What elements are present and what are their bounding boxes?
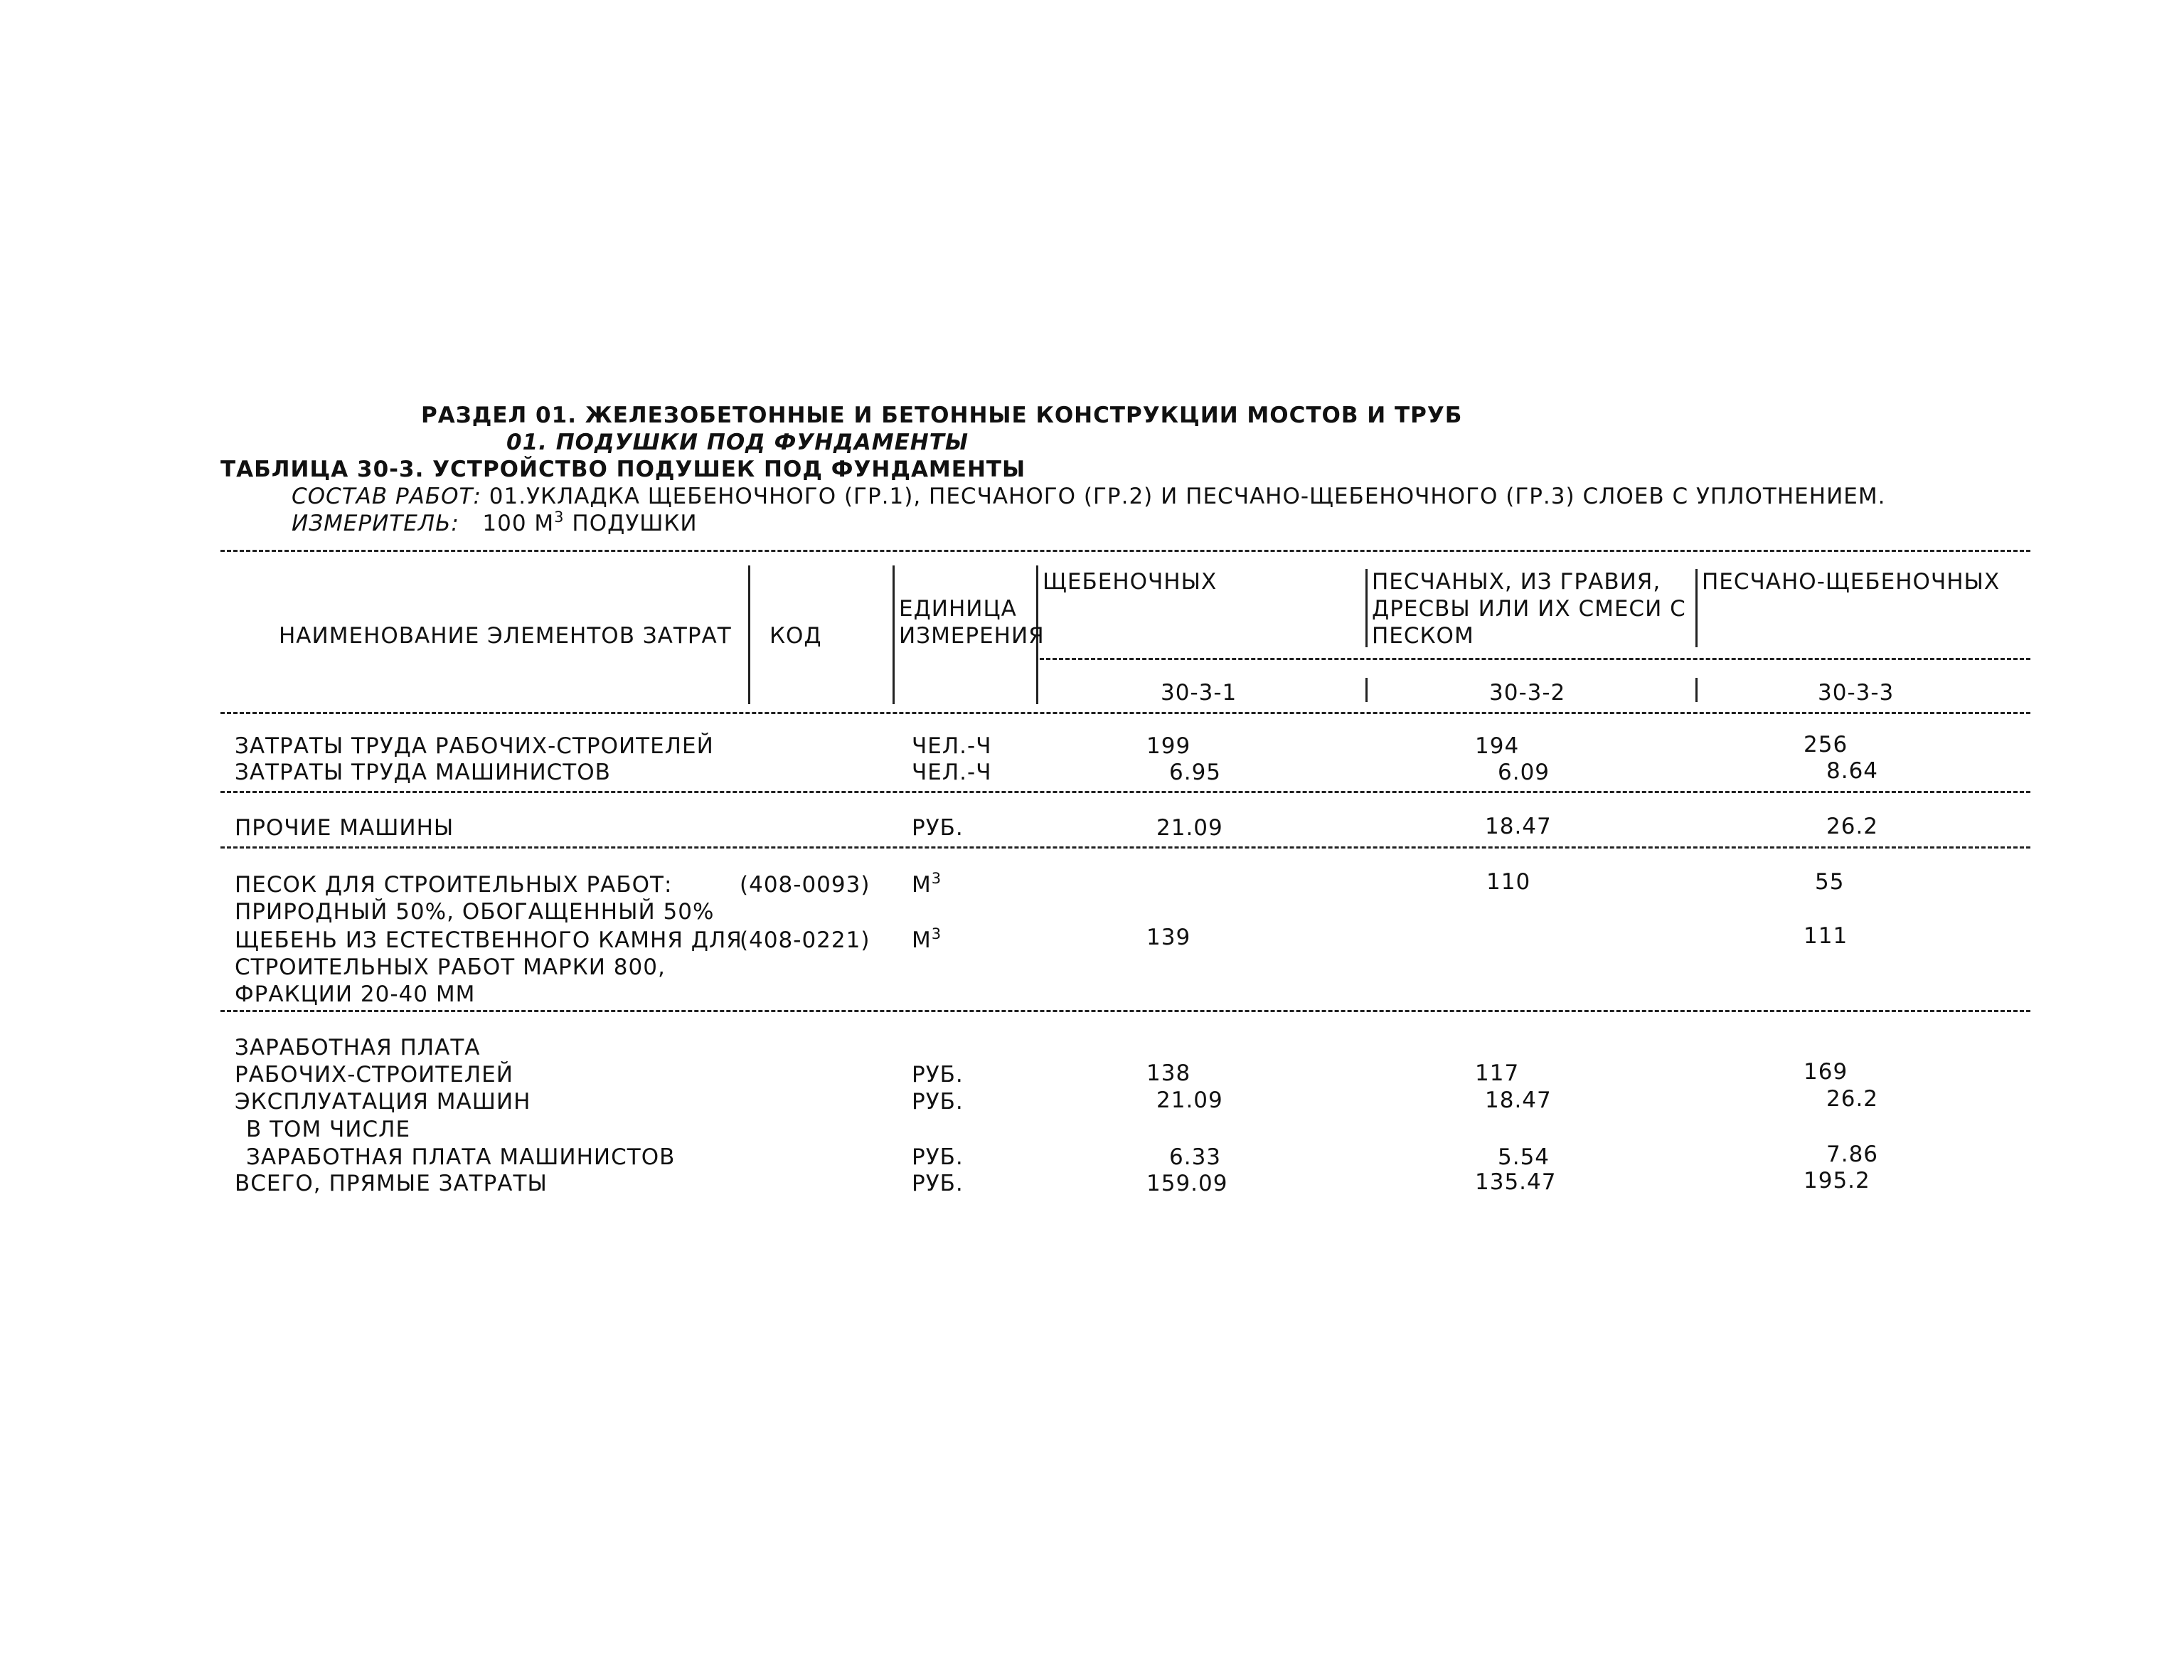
meter — [292, 511, 698, 538]
col-header-col2-2: ДРЕСВЫ ИЛИ ИХ СМЕСИ С — [1372, 596, 1686, 622]
subsection-title: 01. ПОДУШКИ ПОД ФУНДАМЕНТЫ — [506, 430, 969, 455]
rule-group-3 — [220, 1010, 2030, 1012]
rule-group-2 — [220, 846, 2030, 849]
row-salary-machinists-v2: 5.54 — [1498, 1144, 1550, 1170]
col-header-code: КОД — [769, 623, 822, 649]
meter-value-post: ПОДУШКИ — [564, 511, 698, 536]
row-sand-v3: 55 — [1815, 869, 1845, 895]
row-salary-machinists-name: ЗАРАБОТНАЯ ПЛАТА МАШИНИСТОВ — [246, 1144, 676, 1170]
row-sand-unit-sup: 3 — [931, 870, 942, 887]
col-code-1: 30-3-1 — [1161, 680, 1237, 706]
meter-label: ИЗМЕРИТЕЛЬ: — [292, 511, 459, 536]
col-header-col1: ЩЕБЕНОЧНЫХ — [1043, 569, 1218, 595]
row-salary-workers-unit: РУБ. — [912, 1062, 964, 1088]
row-salary-machinists-unit: РУБ. — [912, 1144, 964, 1170]
rule-header-mid — [1040, 658, 2030, 660]
rule-top — [220, 550, 2030, 552]
row-sand-name-1: ПЕСОК ДЛЯ СТРОИТЕЛЬНЫХ РАБОТ: — [235, 872, 673, 898]
row-labor-workers-unit: ЧЕЛ.-Ч — [912, 733, 992, 759]
row-gravel-name-3: ФРАКЦИИ 20-40 ММ — [235, 982, 476, 1007]
col-code-2: 30-3-2 — [1489, 680, 1566, 706]
row-total-v2: 135.47 — [1475, 1169, 1557, 1195]
row-labor-workers-v3: 256 — [1804, 732, 1848, 757]
row-sand-name-2: ПРИРОДНЫЙ 50%, ОБОГАЩЕННЫЙ 50% — [235, 899, 715, 925]
row-salary-workers-v3: 169 — [1804, 1059, 1848, 1085]
row-gravel-unit-base: М — [912, 927, 932, 953]
row-total-unit: РУБ. — [912, 1171, 964, 1196]
row-sand-code: (408-0093) — [740, 872, 870, 898]
row-labor-machinists-v1: 6.95 — [1169, 760, 1222, 785]
table-title: ТАБЛИЦА 30-3. УСТРОЙСТВО ПОДУШЕК ПОД ФУНДАМЕНТЫ — [220, 457, 1026, 482]
row-labor-machinists-name: ЗАТРАТЫ ТРУДА МАШИНИСТОВ — [235, 760, 611, 785]
row-machine-operation-name: ЭКСПЛУАТАЦИЯ МАШИН — [235, 1089, 531, 1115]
vsep-col2-col3-bottom — [1695, 678, 1698, 702]
meter-sup: 3 — [554, 509, 565, 526]
row-labor-machinists-v3: 8.64 — [1826, 758, 1879, 784]
section-title: РАЗДЕЛ 01. ЖЕЛЕЗОБЕТОННЫЕ И БЕТОННЫЕ КОНСТРУКЦИИ МОСТОВ И ТРУБ — [421, 403, 1463, 428]
row-sand-unit — [912, 872, 942, 900]
rule-header-bottom — [220, 712, 2030, 714]
row-salary-workers-v1: 138 — [1146, 1060, 1191, 1086]
row-labor-machinists-v2: 6.09 — [1498, 760, 1550, 785]
col-header-col3: ПЕСЧАНО-ЩЕБЕНОЧНЫХ — [1702, 569, 2001, 595]
col-header-col2-1: ПЕСЧАНЫХ, ИЗ ГРАВИЯ, — [1372, 569, 1661, 595]
row-salary-workers-v2: 117 — [1475, 1060, 1520, 1086]
row-salary-title: ЗАРАБОТНАЯ ПЛАТА — [235, 1035, 481, 1060]
row-gravel-code: (408-0221) — [740, 927, 870, 953]
work-composition — [292, 484, 1885, 509]
row-gravel-unit-sup: 3 — [931, 925, 942, 942]
row-total-v3: 195.2 — [1804, 1168, 1870, 1193]
work-text: 01.УКЛАДКА ЩЕБЕНОЧНОГО (ГР.1), ПЕСЧАНОГО (ГР.2) И ПЕСЧАНО-ЩЕБЕНОЧНОГО (ГР.3) СЛОЕВ С УПЛОТНЕНИЕМ. — [489, 484, 1886, 509]
row-sand-unit-base: М — [912, 872, 932, 898]
vsep-code-unit — [893, 565, 895, 704]
row-other-machines-v3: 26.2 — [1826, 814, 1879, 839]
row-salary-machinists-v1: 6.33 — [1169, 1144, 1222, 1170]
work-label: СОСТАВ РАБОТ: — [292, 484, 481, 509]
row-labor-workers-v1: 199 — [1146, 733, 1191, 759]
vsep-col1-col2-top — [1365, 569, 1368, 647]
col-code-3: 30-3-3 — [1818, 680, 1895, 706]
row-machine-operation-v3: 26.2 — [1826, 1086, 1879, 1112]
row-labor-machinists-unit: ЧЕЛ.-Ч — [912, 760, 992, 785]
row-total-v1: 159.09 — [1146, 1171, 1228, 1196]
vsep-name-code — [748, 565, 750, 704]
row-gravel-v1: 139 — [1146, 925, 1191, 950]
rule-group-1 — [220, 791, 2030, 793]
row-machine-operation-v1: 21.09 — [1156, 1088, 1223, 1113]
row-gravel-unit — [912, 927, 942, 955]
vsep-col2-col3-top — [1695, 569, 1698, 647]
row-labor-workers-name: ЗАТРАТЫ ТРУДА РАБОЧИХ-СТРОИТЕЛЕЙ — [235, 733, 714, 759]
row-labor-workers-v2: 194 — [1475, 733, 1520, 759]
row-machine-operation-unit: РУБ. — [912, 1089, 964, 1115]
row-including: В ТОМ ЧИСЛЕ — [246, 1117, 411, 1142]
row-gravel-name-2: СТРОИТЕЛЬНЫХ РАБОТ МАРКИ 800, — [235, 955, 666, 980]
col-header-name: НАИМЕНОВАНИЕ ЭЛЕМЕНТОВ ЗАТРАТ — [279, 623, 732, 649]
row-salary-workers-name: РАБОЧИХ-СТРОИТЕЛЕЙ — [235, 1062, 513, 1088]
row-total-name: ВСЕГО, ПРЯМЫЕ ЗАТРАТЫ — [235, 1171, 548, 1196]
row-machine-operation-v2: 18.47 — [1485, 1088, 1552, 1113]
row-other-machines-unit: РУБ. — [912, 815, 964, 841]
row-salary-machinists-v3: 7.86 — [1826, 1142, 1879, 1167]
vsep-col1-col2-bottom — [1365, 678, 1368, 702]
row-gravel-v3: 111 — [1804, 923, 1848, 949]
col-header-col2-3: ПЕСКОМ — [1372, 623, 1474, 649]
row-other-machines-name: ПРОЧИЕ МАШИНЫ — [235, 815, 454, 841]
row-sand-v2: 110 — [1486, 869, 1531, 895]
col-header-unit-1: ЕДИНИЦА — [899, 596, 1017, 622]
col-header-unit-2: ИЗМЕРЕНИЯ — [899, 623, 1045, 649]
row-gravel-name-1: ЩЕБЕНЬ ИЗ ЕСТЕСТВЕННОГО КАМНЯ ДЛЯ — [235, 927, 742, 953]
meter-value-pre: 100 М — [482, 511, 555, 536]
row-other-machines-v2: 18.47 — [1485, 814, 1552, 839]
row-other-machines-v1: 21.09 — [1156, 815, 1223, 841]
